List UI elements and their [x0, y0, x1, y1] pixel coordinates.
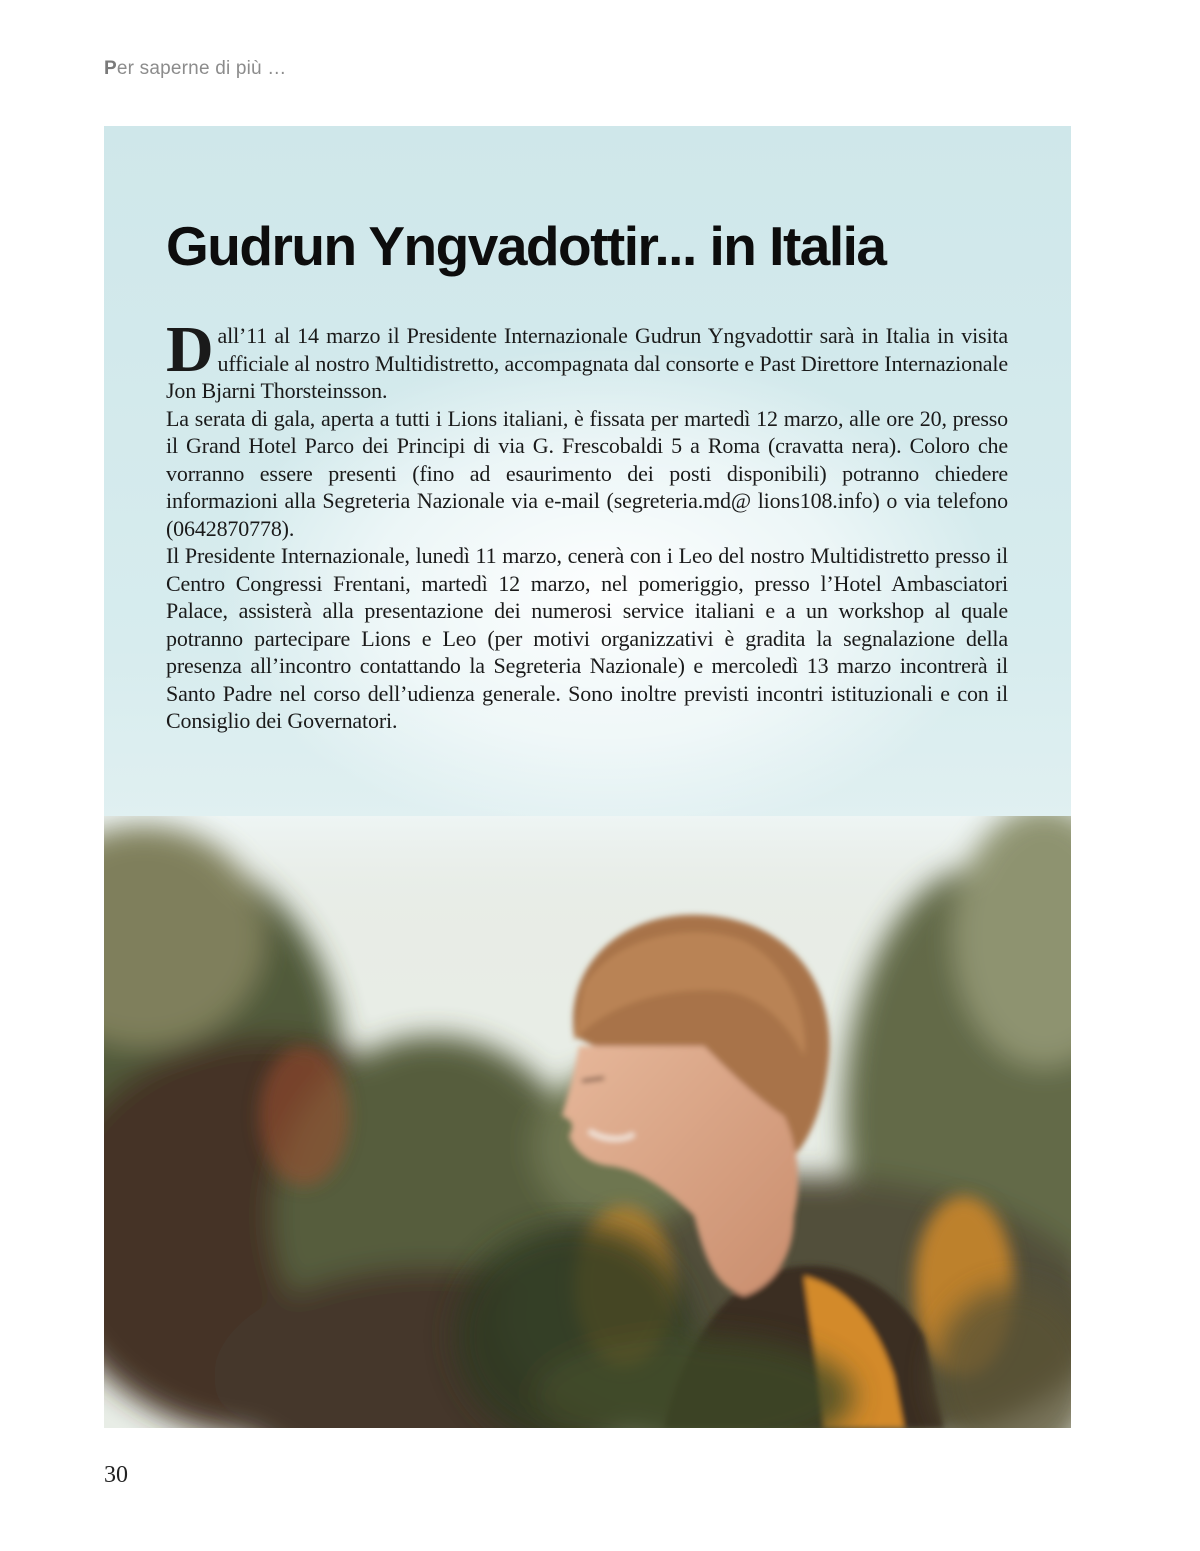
paragraph-1-text: all’11 al 14 marzo il Presidente Internazionale Gudrun Yngvadottir sarà in Italia in visita ufficiale al nostro Multidistretto, accompagnata dal consorte e Past Direttore Internazionale Jon Bjarni Thorsteinsson.: [166, 323, 1008, 403]
article-title: Gudrun Yngvadottir... in Italia: [166, 215, 886, 277]
paragraph-2: La serata di gala, aperta a tutti i Lions italiani, è fissata per martedì 12 marzo, alle ore 20, presso il Grand Hotel Parco dei Principi di via G. Frescobaldi 5 a Roma (cravatta nera). Coloro che vorranno essere presenti (fino ad esaurimento dei posti disponibili) potranno chiedere informazioni alla Segreteria Nazionale via e-mail (segreteria.md@ lions108.info) o via telefono (0642870778).: [166, 405, 1008, 541]
paragraph-1: [166, 313, 1008, 405]
portrait-photo: [104, 816, 1071, 1428]
page-number: 30: [104, 1462, 128, 1488]
running-head-initial: P: [104, 58, 117, 79]
drop-cap: D: [166, 313, 214, 386]
running-head-text: er saperne di più …: [116, 58, 287, 79]
running-head: [104, 58, 287, 80]
article-panel: [104, 126, 1071, 1428]
paragraph-3: Il Presidente Internazionale, lunedì 11 marzo, cenerà con i Leo del nostro Multidistretto presso il Centro Congressi Frentani, martedì 12 marzo, nel pomeriggio, presso l’Hotel Ambasciatori Palace, assisterà alla presentazione dei numerosi service italiani e a un workshop al quale potranno partecipare Lions e Leo (per motivi organizzativi è gradita la segnalazione della presenza all’incontro contattando la Segreteria Nazionale) e mercoledì 13 marzo incontrerà il Santo Padre nel corso dell’udienza generale. Sono inoltre previsti incontri istituzionali e con il Consiglio dei Governatori.: [166, 543, 1008, 733]
article-body: [166, 313, 1008, 735]
